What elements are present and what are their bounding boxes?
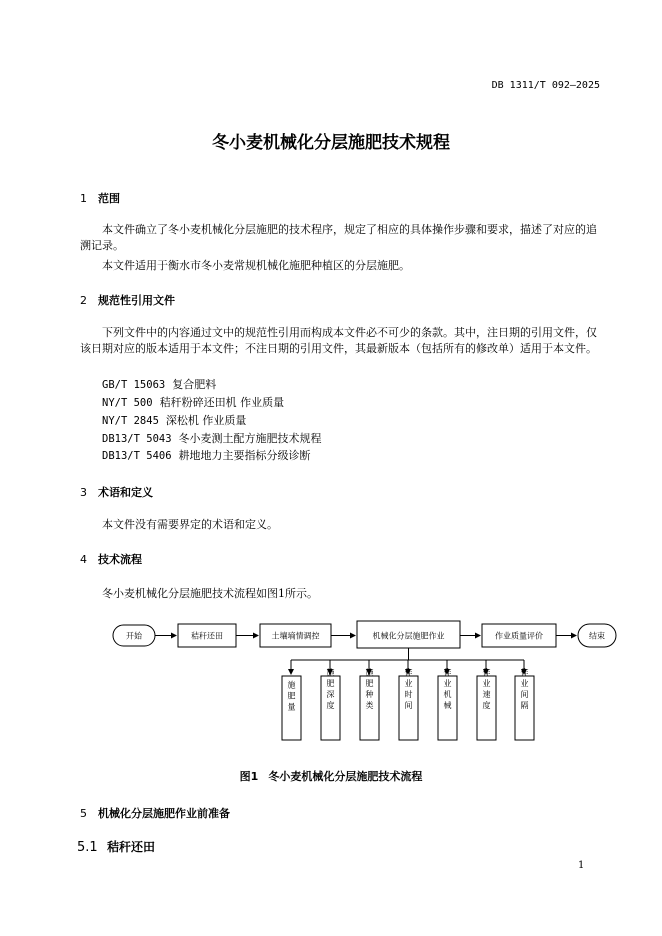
reference-title: 冬小麦测土配方施肥技术规程 — [178, 432, 322, 445]
page-number: 1 — [578, 860, 585, 871]
branch-label: 作业间隔 — [520, 668, 529, 712]
section-number: 5 — [80, 807, 87, 820]
reference-code: NY/T 500 — [102, 397, 153, 409]
reference-title: 耕地地力主要指标分级诊断 — [178, 449, 311, 462]
scope-paragraph-2: 本文件适用于衡水市冬小麦常规机械化施肥种植区的分层施肥。 — [102, 259, 410, 272]
reference-code: GB/T 15063 — [102, 379, 166, 391]
branch-label: 施肥深度 — [326, 668, 335, 712]
section-number: 1 — [80, 192, 87, 205]
reference-title: 秸秆粉碎还田机 作业质量 — [159, 396, 285, 409]
branch-label: 施肥种类 — [365, 668, 374, 712]
branch-label: 作业速度 — [482, 668, 491, 712]
figure-caption — [0, 768, 662, 784]
start-label: 开始 — [126, 631, 142, 641]
reference-code: DB13/T 5043 — [102, 433, 172, 445]
step-label: 土壤墒情调控 — [271, 631, 320, 641]
section-title: 机械化分层施肥作业前准备 — [98, 807, 230, 820]
reference-title: 深松机 作业质量 — [165, 414, 247, 427]
section-title: 范围 — [98, 192, 120, 205]
reference-code: NY/T 2845 — [102, 415, 159, 427]
scope-paragraph-1: 本文件确立了冬小麦机械化分层施肥的技术程序，规定了相应的具体操作步骤和要求，描述了对应的追溯记录。 — [80, 223, 597, 252]
end-label: 结束 — [589, 631, 605, 641]
reference-title: 复合肥料 — [172, 378, 217, 391]
section-heading-preparation — [80, 805, 230, 821]
section-number: 3 — [80, 486, 87, 499]
subsection-number: 5.1 — [77, 840, 98, 855]
branch-label: 施肥量 — [287, 680, 296, 714]
figure-caption-text: 冬小麦机械化分层施肥技术流程 — [268, 770, 423, 783]
terms-paragraph: 本文件没有需要界定的术语和定义。 — [102, 518, 278, 531]
section-title: 术语和定义 — [98, 486, 153, 499]
section-title: 技术流程 — [98, 553, 142, 566]
flow-intro-paragraph: 冬小麦机械化分层施肥技术流程如图1所示。 — [102, 587, 318, 600]
section-title: 规范性引用文件 — [98, 294, 175, 307]
step-label: 秸秆还田 — [191, 631, 223, 641]
document-title: 冬小麦机械化分层施肥技术规程 — [212, 133, 450, 153]
step-label: 作业质量评价 — [495, 631, 543, 641]
reference-code: DB13/T 5406 — [102, 450, 172, 462]
subsection-heading-straw — [77, 838, 155, 855]
branch-label: 作业机械 — [443, 668, 452, 712]
section-number: 4 — [80, 553, 87, 566]
branch-label: 作业时间 — [404, 668, 413, 712]
normative-paragraph: 下列文件中的内容通过文中的规范性引用而构成本文件必不可少的条款。其中，注日期的引用文件，仅该日期对应的版本适用于本文件；不注日期的引用文件，其最新版本（包括所有的修改单）适用于本文件。 — [80, 326, 597, 355]
standard-code: DB 1311/T 092—2025 — [491, 80, 600, 91]
section-number: 2 — [80, 294, 87, 307]
step-label: 机械化分层施肥作业 — [372, 631, 445, 641]
subsection-title: 秸秆还田 — [107, 840, 156, 854]
figure-label: 图1 — [239, 770, 259, 783]
